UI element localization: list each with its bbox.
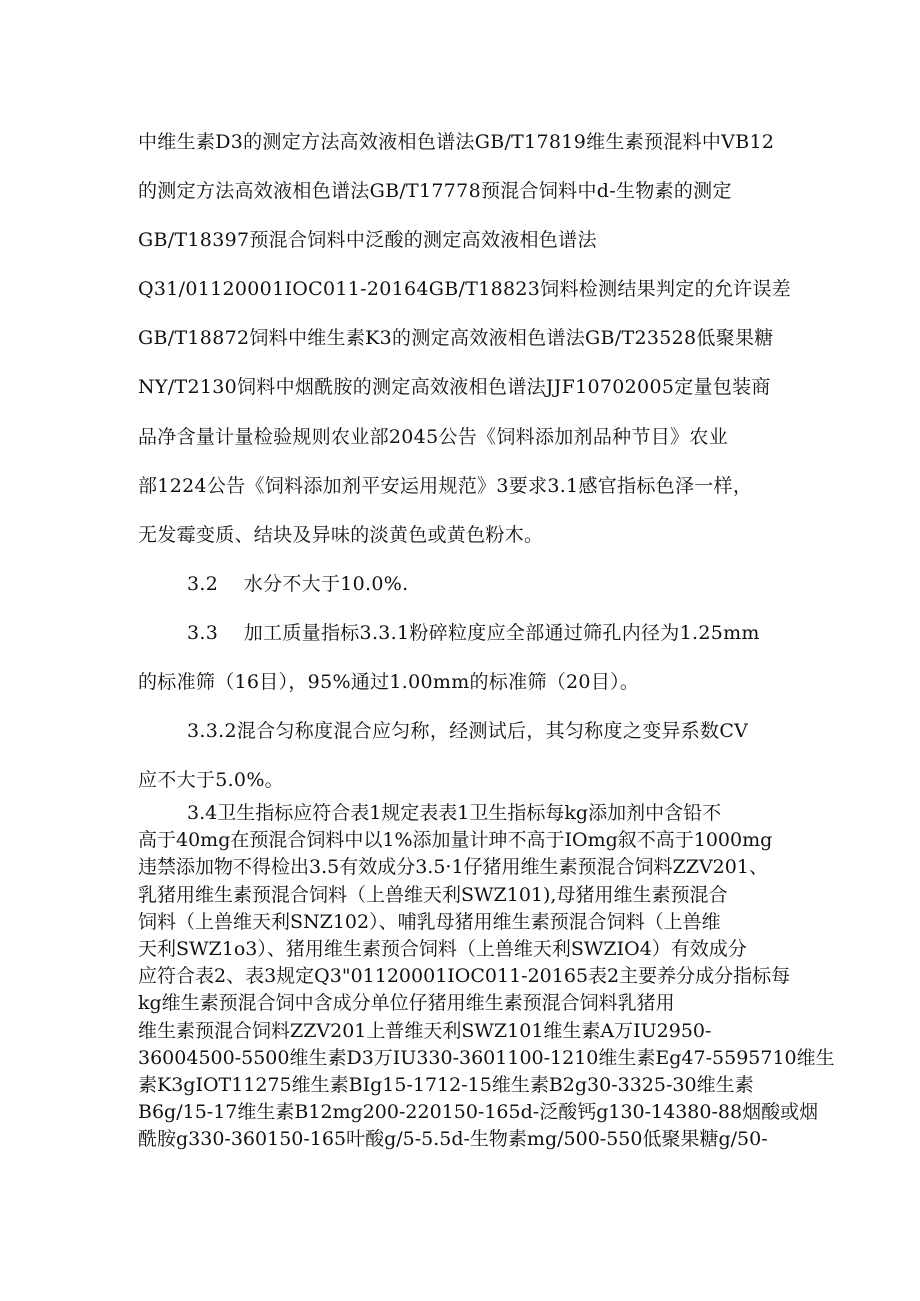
- text-line: 部1224公告《饲料添加剂平安运用规范》3要求3.1感官指标色泽一样，: [138, 474, 753, 497]
- hygiene-and-ingredients-section: [138, 800, 835, 1153]
- text-line: 素K3gIOT11275维生素BIg15-1712-15维生素B2g30-3325-30维生素: [138, 1073, 754, 1096]
- text-line: 品净含量计量检验规则农业部2045公告《饲料添加剂品种节目》农业: [138, 425, 728, 448]
- text-line: kg维生素预混合饲中含成分单位仔猪用维生素预混合饲料乳猪用: [138, 992, 675, 1015]
- text-line: NY/T2130饲料中烟酰胺的测定高效液相色谱法JJF10702005定量包装商: [138, 376, 771, 399]
- text-line: 中维生素D3的测定方法高效液相色谱法GB/T17819维生素预混料中VB12: [138, 131, 775, 153]
- text-line: 无发霉变质、结块及异味的淡黄色或黄色粉木。: [138, 523, 544, 546]
- text-line: Q31/01120001IOC011-20164GB/T18823饲料检测结果判定的允许误差: [138, 278, 792, 301]
- text-line: 酰胺g330-360150-165叶酸g/5-5.5d-生物素mg/500-550低聚果糖g/50-: [138, 1128, 768, 1151]
- moisture-paragraph: 3.2 水分不大于10.0%.: [187, 572, 409, 595]
- text-line: 的标准筛（16目），95%通过1.00mm的标准筛（20目）。: [138, 671, 640, 694]
- hygiene-paragraph: 3.4卫生指标应符合表1规定表表1卫生指标每kg添加剂中含铅不: [187, 802, 722, 824]
- text-line: 的测定方法高效液相色谱法GB/T17778预混合饲料中d-生物素的测定: [138, 180, 732, 203]
- text-line: 违禁添加物不得检出3.5有效成分3.5·1仔猪用维生素预混合饲料ZZV201、: [138, 856, 768, 879]
- standards-and-requirements-section: [138, 118, 798, 805]
- text-line: 36004500-5500维生素D3万IU330-3601100-1210维生素Eg47-5595710维生: [138, 1046, 835, 1069]
- text-line: 维生素预混合饲料ZZV201上普维天利SWZ101维生素A万IU2950-: [138, 1019, 712, 1042]
- text-line: GB/T18397预混合饲料中泛酸的测定高效液相色谱法: [138, 229, 597, 252]
- processing-quality-paragraph: 3.3 加工质量指标3.3.1粉碎粒度应全部通过筛孔内径为1.25mm: [187, 621, 760, 644]
- text-line: B6g/15-17维生素B12mg200-220150-165d-泛酸钙g130-14380-88烟酸或烟: [138, 1101, 819, 1124]
- text-line: 乳猪用维生素预混合饲料（上兽维天利SWZ101),母猪用维生素预混合: [138, 883, 728, 906]
- text-line: 天利SWZ1o3）、猪用维生素预合饲料（上兽维天利SWZIO4）有效成分: [138, 937, 747, 960]
- text-line: GB/T18872饲料中维生素K3的测定高效液相色谱法GB/T23528低聚果糖: [138, 327, 774, 350]
- text-line: 应不大于5.0%。: [138, 769, 284, 792]
- text-line: 应符合表2、表3规定Q3"01120001IOC011-20165表2主要养分成分指标每: [138, 965, 791, 988]
- mixing-uniformity-paragraph: 3.3.2混合匀称度混合应匀称，经测试后，其匀称度之变异系数CV: [187, 720, 749, 743]
- text-line: 高于40mg在预混合饲料中以1%添加量计珅不高于IOmg叙不高于1000mg: [138, 829, 773, 852]
- text-line: 饲料（上兽维天利SNZ102）、哺乳母猪用维生素预混合饲料（上兽维: [138, 910, 721, 933]
